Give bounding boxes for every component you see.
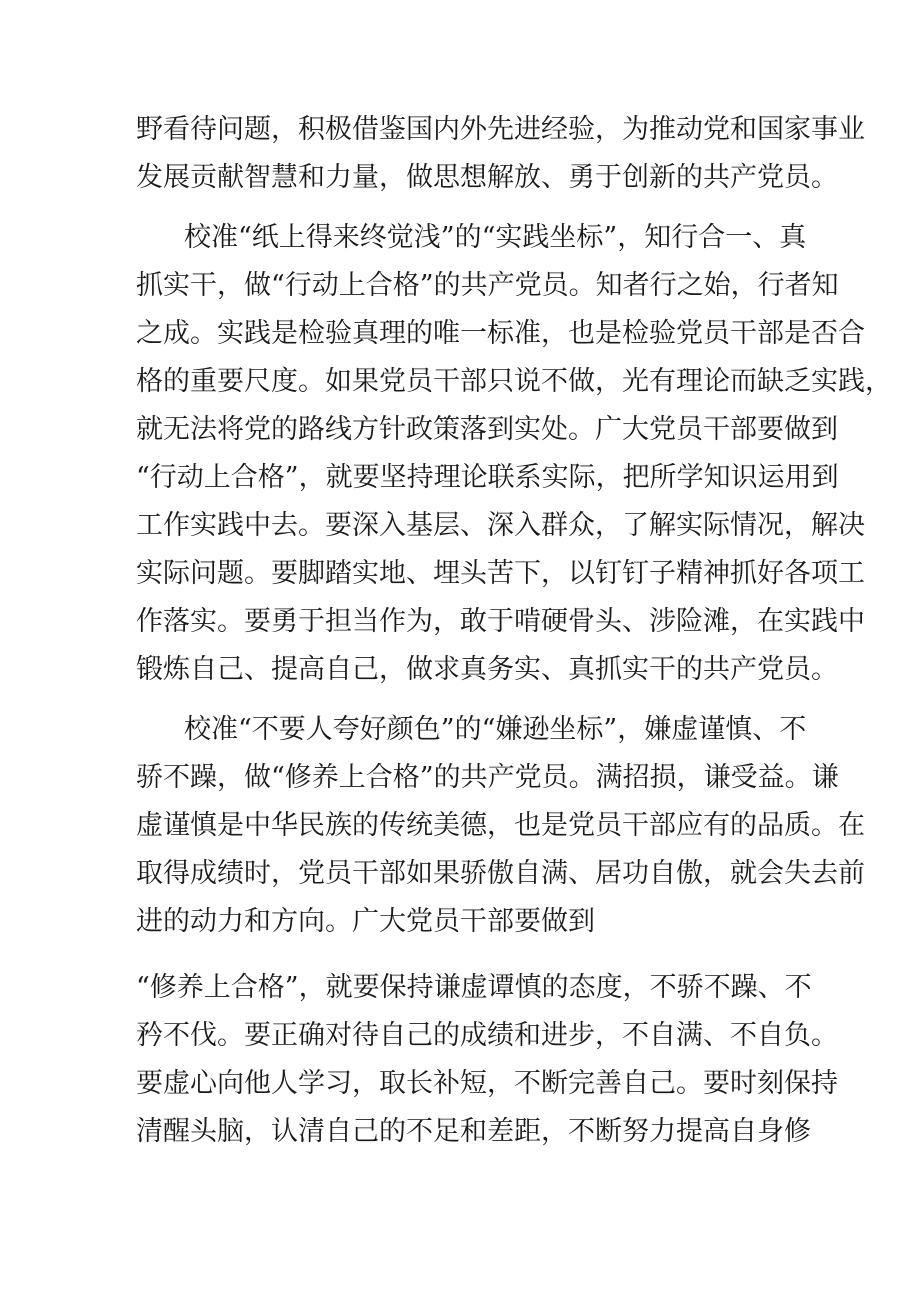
paragraph-2-line-4: 格的重要尺度。如果党员干部只说不做，光有理论而缺乏实践， (136, 366, 892, 397)
paragraph-2-line-7: 工作实践中去。要深入基层、深入群众，了解实际情况，解决 (136, 510, 865, 541)
paragraph-4-line-3: 要虚心向他人学习，取长补短，不断完善自己。要时刻保持 (136, 1068, 838, 1099)
paragraph-4-line-2: 矜不伐。要正确对待自己的成绩和进步，不自满、不自负。 (136, 1020, 838, 1051)
paragraph-2-line-1: 校准“纸上得来终觉浅”的“实践坐标”，知行合一、真 (184, 222, 807, 253)
paragraph-3-line-2: 骄不躁，做“修养上合格”的共产党员。满招损，谦受益。谦 (136, 762, 839, 793)
paragraph-4-line-1: “修养上合格”，就要保持谦虚谭慎的态度，不骄不躁、不 (136, 972, 812, 1003)
paragraph-4-line-4: 清醒头脑，认清自己的不足和差距，不断努力提高自身修 (136, 1116, 811, 1147)
paragraph-2-line-6: “行动上合格”，就要坚持理论联系实际，把所学知识运用到 (136, 462, 839, 493)
paragraph-2-line-3: 之成。实践是检验真理的唯一标准，也是检验党员干部是否合 (136, 318, 865, 349)
paragraph-2-line-5: 就无法将党的路线方针政策落到实处。广大党员干部要做到 (136, 414, 838, 445)
paragraph-3-line-3: 虚谨慎是中华民族的传统美德，也是党员干部应有的品质。在 (136, 810, 865, 841)
paragraph-1-line-1: 野看待问题，积极借鉴国内外先进经验，为推动党和国家事业 (136, 114, 865, 145)
paragraph-3-line-4: 取得成绩时，党员干部如果骄傲自满、居功自傲，就会失去前 (136, 858, 865, 889)
paragraph-3-line-1: 校准“不要人夸好颜色”的“嫌逊坐标”，嫌虚谨慎、不 (184, 714, 807, 745)
paragraph-2-line-2: 抓实干，做“行动上合格”的共产党员。知者行之始，行者知 (136, 270, 839, 301)
paragraph-2-line-8: 实际问题。要脚踏实地、埋头苦下，以钉钉子精神抓好各项工 (136, 558, 865, 589)
paragraph-1-line-2: 发展贡献智慧和力量，做思想解放、勇于创新的共产党员。 (136, 162, 838, 193)
paragraph-2-line-9: 作落实。要勇于担当作为，敢于啃硬骨头、涉险滩，在实践中 (136, 606, 865, 637)
paragraph-2-line-10: 锻炼自己、提高自己，做求真务实、真抓实干的共产党员。 (136, 654, 838, 685)
paragraph-3-line-5: 进的动力和方向。广大党员干部要做到 (136, 906, 595, 937)
